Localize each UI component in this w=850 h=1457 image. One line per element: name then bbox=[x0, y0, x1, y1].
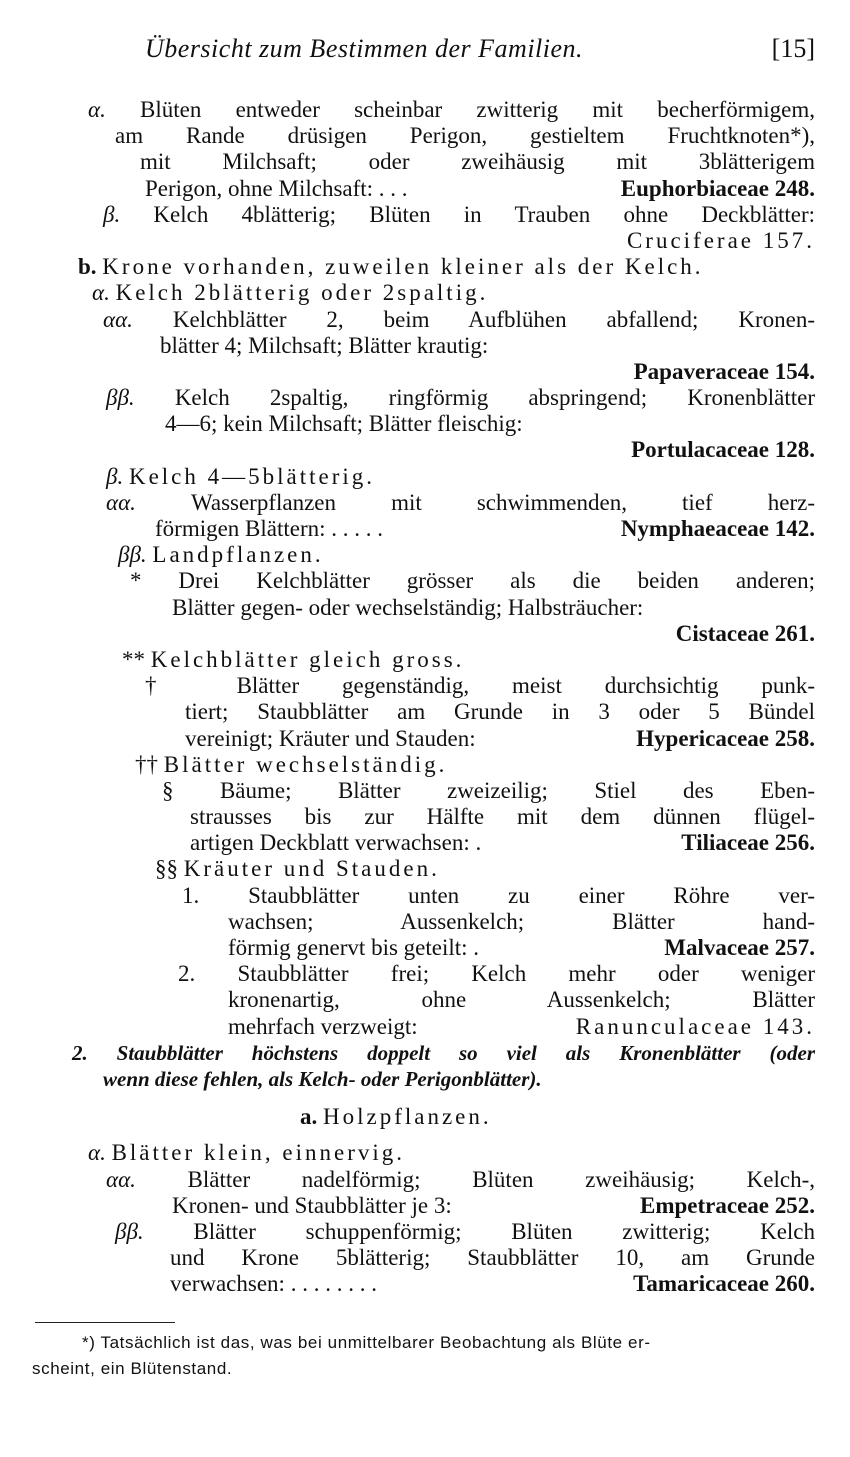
footnote-line: *) Tatsächlich ist das, was bei unmittelbarer Beobachtung als Blüte er- bbox=[82, 1333, 651, 1352]
key-line bbox=[185, 726, 815, 752]
key-line bbox=[106, 385, 815, 411]
key-line bbox=[115, 1219, 815, 1245]
key-marker: 2. bbox=[72, 1040, 88, 1065]
key-marker: a. bbox=[300, 1104, 318, 1130]
key-line bbox=[103, 307, 815, 333]
key-marker: β. bbox=[103, 201, 121, 227]
key-line bbox=[106, 490, 815, 516]
key-text-line: Kelch 4blätterig; Blüten in Trauben ohne Deckblätter: bbox=[153, 201, 816, 227]
footnote-rule bbox=[35, 1322, 175, 1323]
key-text-line: Drei Kelchblätter grösser als die beiden anderen; bbox=[178, 568, 816, 594]
key-line bbox=[182, 883, 815, 909]
key-marker: α. bbox=[88, 1140, 106, 1166]
key-line bbox=[88, 1140, 815, 1166]
key-line bbox=[228, 987, 815, 1013]
family-name: Tiliaceae 256. bbox=[681, 830, 815, 856]
key-line bbox=[106, 464, 815, 490]
key-marker: α. bbox=[92, 280, 110, 306]
key-text bbox=[0, 97, 850, 1297]
key-text-line: mehrfach verzweigt: bbox=[228, 1013, 418, 1039]
key-marker: †† bbox=[135, 751, 158, 777]
key-text-line: und Krone 5blätterig; Staubblätter 10, am Grunde bbox=[170, 1245, 815, 1271]
key-text-line: Blätter gegenständig, meist durchsichtig punk- bbox=[236, 673, 816, 699]
key-marker: ββ. bbox=[106, 385, 135, 411]
key-text-line: förmig genervt bis geteilt: . bbox=[228, 935, 480, 960]
key-text-line: 4—6; kein Milchsaft; Blätter fleischig: bbox=[165, 411, 523, 437]
key-marker: ββ. bbox=[118, 542, 147, 568]
key-text-line: Holzpflanzen. bbox=[323, 1104, 492, 1130]
key-text-line: Blätter nadelförmig; Blüten zweihäusig; Kelch-, bbox=[187, 1166, 815, 1192]
key-text-line: blätter 4; Milchsaft; Blätter krautig: bbox=[160, 332, 489, 358]
key-line bbox=[300, 1104, 815, 1130]
key-line bbox=[0, 228, 815, 254]
family-name: Cistaceae 261. bbox=[675, 620, 815, 646]
key-text-line: förmigen Blättern: . . . . . bbox=[155, 516, 384, 541]
key-line bbox=[155, 516, 815, 542]
key-text-line: Kronen- und Staubblätter je 3: bbox=[172, 1192, 452, 1218]
key-text-line: Kelch 2blätterig oder 2spaltig. bbox=[115, 280, 489, 306]
key-text-line: Blätter gegen- oder wechselständig; Halbsträucher: bbox=[172, 594, 644, 620]
family-name: Malvaceae 257. bbox=[664, 935, 815, 960]
key-marker: ββ. bbox=[115, 1218, 144, 1244]
key-line bbox=[0, 437, 815, 463]
key-text-line: Krone vorhanden, zuweilen kleiner als der Kelch. bbox=[102, 254, 704, 280]
running-title: Übersicht zum Bestimmen der Familien. bbox=[145, 34, 584, 63]
key-text-line: Wasserpflanzen mit schwimmenden, tief herz- bbox=[191, 489, 816, 515]
family-name: Tamaricaceae 260. bbox=[633, 1271, 815, 1297]
key-line bbox=[155, 856, 815, 882]
key-marker: § bbox=[162, 777, 174, 803]
key-line bbox=[162, 778, 815, 804]
key-marker: * bbox=[130, 568, 142, 594]
key-text-line: wenn diese fehlen, als Kelch- oder Perigonblätter). bbox=[103, 1066, 542, 1091]
key-line bbox=[228, 1014, 815, 1040]
key-line bbox=[92, 280, 815, 306]
key-line bbox=[72, 1040, 815, 1066]
footnote-line: scheint, ein Blütenstand. bbox=[32, 1359, 233, 1378]
key-text-line: Blätter wechselständig. bbox=[163, 751, 448, 777]
key-line bbox=[185, 699, 815, 725]
key-marker: ** bbox=[122, 646, 145, 672]
key-line bbox=[78, 254, 815, 280]
page-number: [15] bbox=[771, 34, 815, 63]
key-text-line: Kelch 2spaltig, ringförmig abspringend; Kronenblätter bbox=[174, 385, 816, 411]
key-text-line: Bäume; Blätter zweizeilig; Stiel des Eben- bbox=[219, 777, 815, 803]
key-line bbox=[170, 1245, 815, 1271]
family-name: Portulacaceae 128. bbox=[631, 437, 815, 463]
key-line bbox=[170, 1271, 815, 1297]
key-text-line: Kelch 4—5blätterig. bbox=[128, 463, 376, 489]
key-text-line: mit Milchsaft; oder zweihäusig mit 3blätterigem bbox=[140, 149, 815, 175]
key-marker: β. bbox=[106, 463, 124, 489]
key-text-line: kronenartig, ohne Aussenkelch; Blätter bbox=[228, 987, 815, 1013]
key-line bbox=[145, 176, 815, 202]
key-line bbox=[190, 830, 815, 856]
key-text-line: Landpflanzen. bbox=[152, 542, 324, 568]
key-text-line: strausses bis zur Hälfte mit dem dünnen flügel- bbox=[190, 804, 815, 830]
key-line bbox=[165, 411, 815, 437]
key-marker: † bbox=[145, 673, 194, 699]
key-line bbox=[88, 97, 815, 123]
key-line bbox=[190, 804, 815, 830]
key-marker: αα. bbox=[106, 489, 136, 515]
key-text-line: Staubblätter frei; Kelch mehr oder weniger bbox=[237, 961, 816, 987]
key-text-line: vereinigt; Kräuter und Stauden: bbox=[185, 725, 476, 751]
key-text-line: Kelchblätter 2, beim Aufblühen abfallend; Kronen- bbox=[172, 306, 816, 332]
key-line bbox=[118, 542, 815, 568]
key-text-line: Staubblätter unten zu einer Röhre ver- bbox=[248, 882, 815, 908]
key-text-line: Staubblätter höchstens doppelt so viel als Kronenblätter (oder bbox=[116, 1040, 815, 1065]
key-line bbox=[0, 621, 815, 647]
key-text-line: Perigon, ohne Milchsaft: . . . bbox=[145, 175, 408, 201]
key-line bbox=[106, 1167, 815, 1193]
key-line bbox=[122, 647, 815, 673]
key-text-line: Kräuter und Stauden. bbox=[183, 856, 440, 882]
key-line bbox=[172, 1193, 815, 1219]
key-text-line: Blüten entweder scheinbar zwitterig mit becherförmigem, bbox=[140, 97, 816, 122]
key-line bbox=[140, 149, 815, 175]
running-header bbox=[145, 30, 815, 70]
key-line bbox=[0, 359, 815, 385]
key-line bbox=[115, 123, 815, 149]
key-marker: 2. bbox=[178, 961, 196, 987]
key-line bbox=[178, 961, 815, 987]
key-text-line: wachsen; Aussenkelch; Blätter hand- bbox=[228, 908, 815, 934]
key-text-line: tiert; Staubblätter am Grunde in 3 oder 5 Bündel bbox=[185, 699, 815, 725]
family-name: Nymphaeaceae 142. bbox=[620, 516, 815, 541]
family-name: Hypericaceae 258. bbox=[636, 725, 815, 751]
key-marker: αα. bbox=[106, 1166, 136, 1192]
key-text-line: Blätter klein, einnervig. bbox=[111, 1140, 406, 1166]
key-text-line: Blätter schuppenförmig; Blüten zwitterig; Kelch bbox=[193, 1218, 816, 1244]
key-line bbox=[228, 935, 815, 961]
family-name: Papaveraceae 154. bbox=[633, 358, 815, 384]
key-text-line: Kelchblätter gleich gross. bbox=[150, 646, 465, 672]
family-name: Euphorbiaceae 248. bbox=[620, 175, 815, 201]
key-line bbox=[228, 909, 815, 935]
key-line bbox=[160, 333, 815, 359]
key-line bbox=[130, 568, 815, 594]
key-marker: b. bbox=[78, 254, 97, 280]
key-line bbox=[135, 752, 815, 778]
key-line bbox=[145, 673, 815, 699]
key-marker: α. bbox=[88, 97, 106, 122]
key-marker: αα. bbox=[103, 306, 133, 332]
family-name: Ranunculaceae 143. bbox=[575, 1013, 815, 1039]
key-line bbox=[172, 595, 815, 621]
family-name: Cruciferae 157. bbox=[626, 227, 815, 253]
key-text-line: am Rande drüsigen Perigon, gestieltem Fruchtknoten*), bbox=[115, 123, 815, 149]
key-text-line: artigen Deckblatt verwachsen: . bbox=[190, 830, 482, 856]
key-line bbox=[103, 202, 815, 228]
key-marker: §§ bbox=[155, 856, 178, 882]
family-name: Empetraceae 252. bbox=[640, 1192, 815, 1218]
footnote bbox=[32, 1330, 817, 1382]
key-text-line: verwachsen: . . . . . . . . bbox=[170, 1271, 377, 1297]
key-line bbox=[103, 1066, 815, 1092]
key-marker: 1. bbox=[182, 882, 200, 908]
